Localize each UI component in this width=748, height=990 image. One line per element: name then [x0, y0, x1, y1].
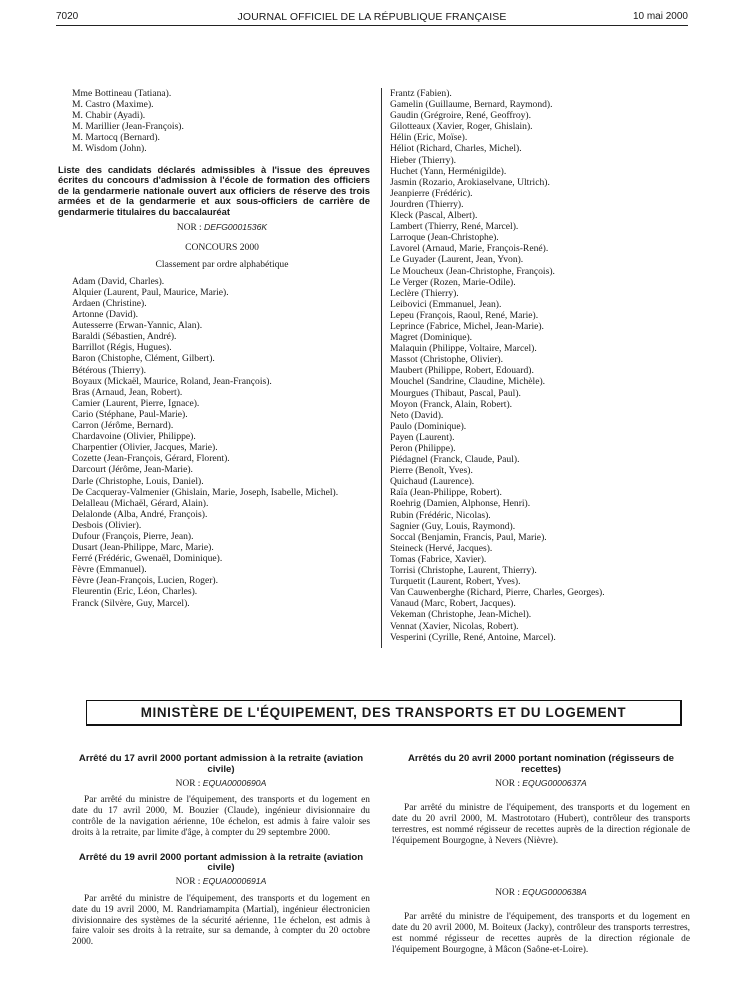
list-item: Cario (Stéphane, Paul-Marie).	[72, 408, 188, 420]
list-item: Maubert (Philippe, Robert, Edouard).	[390, 365, 534, 377]
nor-reference	[392, 887, 690, 899]
list-item: Jeanpierre (Frédéric).	[390, 187, 473, 199]
nor-code: EQUA0000690A	[202, 777, 267, 788]
list-item: Vanaud (Marc, Robert, Jacques).	[390, 598, 516, 610]
list-item: Le Verger (Rozen, Marie-Odile).	[390, 276, 516, 288]
nor-label: NOR :	[175, 877, 201, 888]
list-item: Frantz (Fabien).	[390, 88, 452, 99]
concours-heading: CONCOURS 2000	[185, 241, 259, 253]
nor-reference	[72, 876, 370, 888]
list-item: Lavorel (Arnaud, Marie, François-René).	[390, 243, 549, 255]
list-item: M. Chabir (Ayadi).	[72, 110, 146, 122]
list-item: Leclère (Thierry).	[390, 287, 459, 299]
candidates-list-left	[72, 276, 372, 609]
column-divider	[381, 88, 382, 648]
arrete-block	[72, 754, 370, 839]
list-item: Carron (Jérôme, Bernard).	[72, 420, 174, 432]
list-item: Moyon (Franck, Alain, Robert).	[390, 398, 513, 410]
list-item: Le Guyader (Laurent, Jean, Yvon).	[390, 254, 524, 266]
list-item: Desbois (Olivier).	[72, 519, 142, 531]
list-item: Paulo (Dominique).	[390, 420, 467, 432]
list-item: Bétérous (Thierry).	[72, 364, 147, 376]
list-item: Ardaen (Christine).	[72, 298, 147, 309]
list-item: Chardavoine (Olivier, Philippe).	[72, 431, 196, 443]
list-item: Payen (Laurent).	[390, 431, 455, 443]
list-item: M. Wisdom (John).	[72, 143, 147, 155]
list-item: Turquetit (Laurent, Robert, Yves).	[390, 576, 521, 588]
list-item: Van Cauwenberghe (Richard, Pierre, Charles, Georges).	[390, 587, 605, 599]
list-item: Fèvre (Jean-François, Lucien, Roger).	[72, 575, 218, 587]
list-item: Alquier (Laurent, Paul, Maurice, Marie).	[72, 286, 229, 298]
list-item: Vekeman (Christophe, Jean-Michel).	[390, 609, 532, 621]
arrete-body: Par arrêté du ministre de l'équipement, des transports et du logement en date du 20 avril 2000, M. Mastrototaro (Hubert), contrôleur des transports terrestres, est nommé régisseur de recettes auprès de la direction régionale de l'équipement Bourgogne, à Nevers (Nièvre).	[392, 803, 690, 846]
list-item: Torrisi (Christophe, Laurent, Thierry).	[390, 565, 537, 577]
list-item: M. Martocq (Bernard).	[72, 132, 160, 144]
list-item: M. Castro (Maxime).	[72, 99, 154, 111]
arrete-body: Par arrêté du ministre de l'équipement, des transports et du logement en date du 20 avril 2000, M. Boiteux (Jacky), contrôleur des transports terrestres, est nommé régisseur de recettes auprès de la direction régionale de l'équipement Bourgogne, à Mâcon (Saône-et-Loire).	[392, 912, 690, 955]
page-header	[56, 10, 688, 26]
arretes-left-column	[72, 754, 370, 948]
list-item: Artonne (David).	[72, 309, 139, 321]
list-item: Raïa (Jean-Philippe, Robert).	[390, 487, 502, 499]
list-item: Lambert (Thierry, René, Marcel).	[390, 221, 519, 233]
candidates-list-right	[390, 88, 690, 643]
list-item: Barrillot (Régis, Hugues).	[72, 342, 172, 354]
list-item: Roehrig (Damien, Alphonse, Henri).	[390, 498, 531, 510]
list-item: Rubin (Frédéric, Nicolas).	[390, 509, 491, 521]
list-item: Magret (Dominique).	[390, 332, 473, 344]
list-item: Vesperini (Cyrille, René, Antoine, Marcel).	[390, 631, 556, 643]
arretes-right-column	[392, 754, 690, 956]
nor-code: EQUG0000637A	[522, 777, 587, 788]
nor-reference	[72, 778, 370, 790]
list-item: Darle (Christophe, Louis, Daniel).	[72, 475, 204, 487]
list-item: Jasmin (Rozario, Arokiaselvane, Ultrich).	[390, 176, 550, 188]
list-item: Soccal (Benjamin, Francis, Paul, Marie).	[390, 531, 547, 543]
nor-code: EQUA0000691A	[202, 876, 267, 887]
list-item: Fleurentin (Eric, Léon, Charles).	[72, 586, 198, 598]
nor-label: NOR :	[495, 778, 520, 789]
left-column	[58, 88, 372, 609]
classement-heading: Classement par ordre alphabétique	[155, 258, 289, 270]
arrete-body: Par arrêté du ministre de l'équipement, des transports et du logement en date du 17 avril 2000, M. Bouzier (Claude), ingénieur divisionnaire du contrôle de la navigation aérienne, 10e échelon, est admis à faire valoir ses droits à la retraite, par limite d'âge, à compter du 29 septembre 2000.	[72, 795, 370, 838]
list-item: Mourgues (Thibaut, Pascal, Paul).	[390, 387, 521, 399]
page-number: 7020	[56, 11, 79, 22]
arrete-title: Arrêtés du 20 avril 2000 portant nomination (régisseurs de recettes)	[407, 753, 675, 775]
list-item: Le Moucheux (Jean-Christophe, François).	[390, 265, 555, 277]
list-item: Lepeu (François, Raoul, René, Marie).	[390, 309, 539, 321]
list-item: Jourdren (Thierry).	[390, 198, 464, 210]
list-item: Franck (Silvère, Guy, Marcel).	[72, 597, 190, 609]
list-item: Dufour (François, Pierre, Jean).	[72, 530, 194, 542]
list-item: Baron (Chistophe, Clément, Gilbert).	[72, 353, 215, 365]
list-item: Piédagnel (Franck, Claude, Paul).	[390, 454, 520, 466]
nor-label: NOR :	[175, 778, 201, 789]
list-item: Gaudin (Grégroire, René, Geoffroy).	[390, 110, 532, 122]
list-item: Darcourt (Jérôme, Jean-Marie).	[72, 464, 193, 476]
journal-title: JOURNAL OFFICIEL DE LA RÉPUBLIQUE FRANÇAISE	[237, 11, 507, 23]
list-item: Massot (Christophe, Olivier).	[390, 354, 503, 366]
list-item: Héliot (Richard, Charles, Michel).	[390, 143, 522, 155]
nor-reference	[392, 778, 690, 790]
list-item: Quichaud (Laurence).	[390, 476, 475, 488]
list-item: Dusart (Jean-Philippe, Marc, Marie).	[72, 542, 214, 554]
arrete-title: Arrêté du 19 avril 2000 portant admission à la retraite (aviation civile)	[78, 851, 364, 874]
nor-label: NOR :	[176, 222, 202, 233]
notice-title: Liste des candidats déclarés admissibles à l'issue des épreuves écrites du concours d'admission à l'école de formation des officiers de la gendarmerie nationale ouvert aux officiers de réserve des trois armées et de la gendarmerie et aux sous-officiers de carrière de gendarmerie titulaires du baccalauréat	[58, 163, 370, 217]
list-item: Vennat (Xavier, Nicolas, Robert).	[390, 620, 519, 632]
issue-date: 10 mai 2000	[632, 11, 688, 22]
list-item: Cozette (Jean-François, Gérard, Florent).	[72, 453, 230, 465]
previous-names-list	[72, 88, 372, 155]
nor-reference	[72, 222, 372, 234]
list-item: Bras (Arnaud, Jean, Robert).	[72, 386, 183, 398]
list-item: Tomas (Fabrice, Xavier).	[390, 553, 487, 565]
list-item: Charpentier (Olivier, Jacques, Marie).	[72, 442, 218, 454]
nor-code: EQUG0000638A	[522, 886, 587, 897]
list-item: Larroque (Jean-Christophe).	[390, 232, 499, 244]
list-item: Leibovici (Emmanuel, Jean).	[390, 298, 502, 310]
list-item: Hélin (Eric, Moïse).	[390, 132, 468, 144]
list-item: De Cacqueray-Valmenier (Ghislain, Marie, Joseph, Isabelle, Michel).	[72, 486, 339, 498]
right-column	[390, 88, 690, 643]
nor-code: DEFG0001536K	[204, 221, 268, 232]
arrete-body: Par arrêté du ministre de l'équipement, des transports et du logement en date du 19 avril 2000, M. Randriamampita (Martial), ingénieur électronicien divisionnaire des systèmes de la sécurité aérienne, 11e échelon, est admis à faire valoir ses droits à la retraite, sur sa demande, à compter du 20 octobre 2000.	[72, 893, 370, 948]
list-item: Peron (Philippe).	[390, 443, 456, 454]
arrete-title: Arrêté du 17 avril 2000 portant admission à la retraite (aviation civile)	[78, 753, 364, 775]
list-item: Leprince (Fabrice, Michel, Jean-Marie).	[390, 320, 544, 332]
list-item: Malaquin (Philippe, Voltaire, Marcel).	[390, 343, 537, 355]
list-item: Sagnier (Guy, Louis, Raymond).	[390, 520, 516, 532]
list-item: Baraldi (Sébastien, André).	[72, 331, 177, 343]
list-item: Mouchel (Sandrine, Claudine, Michèle).	[390, 376, 546, 388]
list-item: M. Marillier (Jean-François).	[72, 121, 184, 133]
list-item: Camier (Laurent, Pierre, Ignace).	[72, 397, 200, 409]
list-item: Ferré (Frédéric, Gwenaël, Dominique).	[72, 553, 223, 565]
list-item: Delalleau (Michaël, Gérard, Alain).	[72, 497, 209, 509]
ministry-banner: MINISTÈRE DE L'ÉQUIPEMENT, DES TRANSPORTS ET DU LOGEMENT	[86, 700, 682, 726]
list-item: Fèvre (Emmanuel).	[72, 564, 147, 576]
list-item: Autesserre (Erwan-Yannic, Alan).	[72, 320, 203, 332]
list-item: Neto (David).	[390, 409, 444, 421]
list-item: Mme Bottineau (Tatiana).	[72, 88, 172, 99]
list-item: Huchet (Yann, Herménigilde).	[390, 165, 507, 177]
list-item: Gilotteaux (Xavier, Roger, Ghislain).	[390, 121, 533, 133]
list-item: Steineck (Hervé, Jacques).	[390, 542, 493, 554]
list-item: Gamelin (Guillaume, Bernard, Raymond).	[390, 99, 553, 111]
list-item: Adam (David, Charles).	[72, 275, 165, 287]
list-item: Kleck (Pascal, Albert).	[390, 210, 478, 222]
nor-label: NOR :	[495, 887, 520, 898]
list-item: Boyaux (Mickaël, Maurice, Roland, Jean-François).	[72, 375, 272, 387]
arrete-block	[392, 887, 690, 956]
list-item: Hieber (Thierry).	[390, 154, 457, 166]
list-item: Delalonde (Alba, André, François).	[72, 508, 208, 520]
arrete-block	[72, 853, 370, 948]
list-item: Pierre (Benoît, Yves).	[390, 465, 473, 477]
arrete-block	[392, 778, 690, 847]
